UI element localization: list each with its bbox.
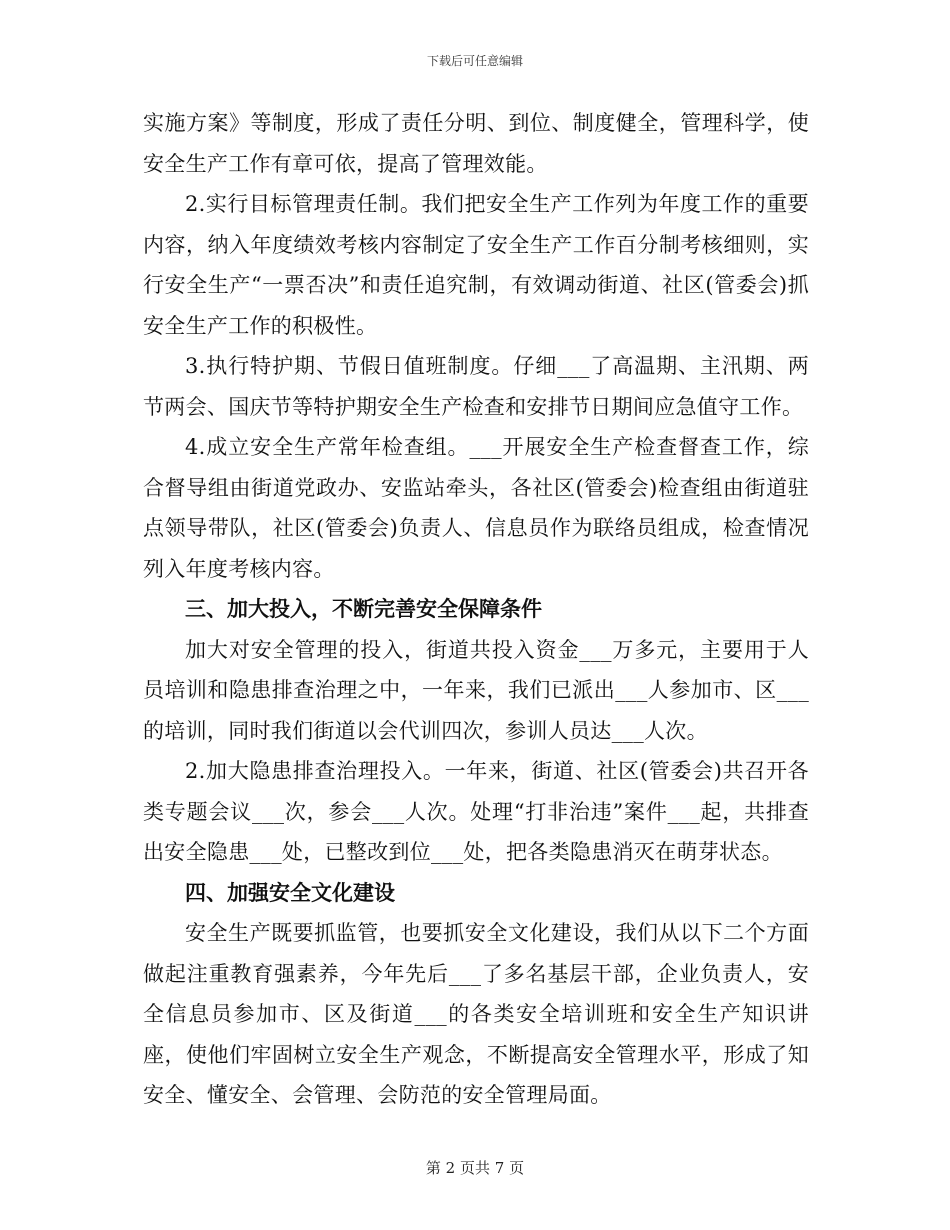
- paragraph-intro-continuation: 实施方案》等制度，形成了责任分明、到位、制度健全，管理科学，使安全生产工作有章可依，提高了管理效能。: [143, 111, 809, 176]
- paragraph-duty-system: 3.执行特护期、节假日值班制度。仔细___了高温期、主汛期、两节两会、国庆节等特护期安全生产检查和安排节日期间应急值守工作。: [143, 354, 809, 419]
- page-footer: 第 2 页共 7 页: [425, 1159, 525, 1177]
- page-header: 下载后可任意编辑: [426, 54, 523, 68]
- paragraph-investment: 加大对安全管理的投入，街道共投入资金___万多元，主要用于人员培训和隐患排查治理之中，一年来，我们已派出___人参加市、区___的培训，同时我们街道以会代训四次，参训人员达___人次。: [143, 637, 809, 743]
- paragraph-inspection-group: 4.成立安全生产常年检查组。___开展安全生产检查督查工作，综合督导组由街道党政办、安监站牵头，各社区(管委会)检查组由街道驻点领导带队，社区(管委会)负责人、信息员作为联络员组成，检查情况列入年度考核内容。: [143, 435, 809, 581]
- paragraph-target-responsibility: 2.实行目标管理责任制。我们把安全生产工作列为年度工作的重要内容，纳入年度绩效考核内容制定了安全生产工作百分制考核细则，实行安全生产“一票否决”和责任追究制，有效调动街道、社区(管委会)抓安全生产工作的积极性。: [143, 192, 809, 338]
- paragraph-safety-culture: 安全生产既要抓监管，也要抓安全文化建设，我们从以下二个方面做起注重教育强素养，今年先后___了多名基层干部，企业负责人，安全信息员参加市、区及街道___的各类安全培训班和安全生产知识讲座，使他们牢固树立安全生产观念，不断提高安全管理水平，形成了知安全、懂安全、会管理、会防范的安全管理局面。: [143, 921, 809, 1107]
- section-heading-investment: 三、加大投入，不断完善安全保障条件: [185, 597, 542, 621]
- section-heading-safety-culture: 四、加强安全文化建设: [185, 880, 395, 905]
- document-body: [143, 103, 809, 1116]
- paragraph-hazard-investigation: 2.加大隐患排查治理投入。一年来，街道、社区(管委会)共召开各类专题会议___次，参会___人次。处理“打非治违”案件___起，共排查出安全隐患___处，已整改到位___处，把各类隐患消灭在萌芽状态。: [143, 759, 809, 864]
